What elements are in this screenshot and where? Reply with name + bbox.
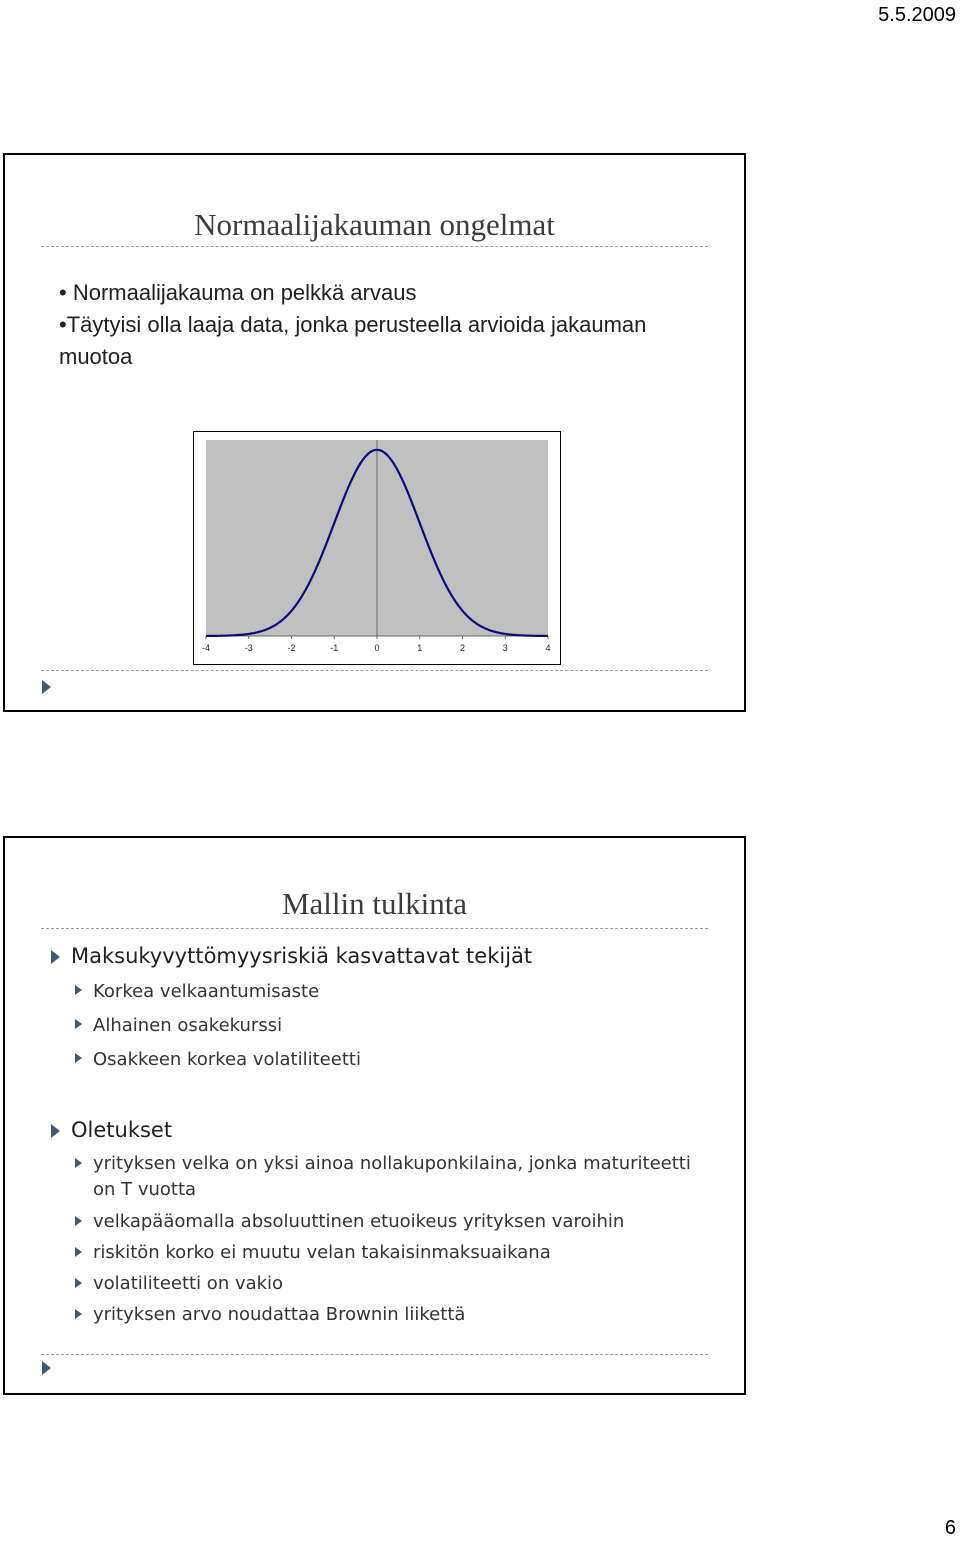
bullet-text: Täytyisi olla laaja data, jonka perusteella arvioida jakauman muotoa xyxy=(59,312,647,369)
list-item: riskitön korko ei muutu velan takaisinmaksuaikana xyxy=(93,1242,551,1263)
bullet-arrow-icon xyxy=(75,1019,82,1029)
title-divider xyxy=(41,928,708,929)
section-heading: Oletukset xyxy=(71,1118,173,1142)
x-tick-label: 4 xyxy=(545,643,551,653)
slide-normal-distribution-problems xyxy=(3,153,746,712)
list-item: Korkea velkaantumisaste xyxy=(93,981,320,1002)
list-item: Osakkeen korkea volatiliteetti xyxy=(93,1049,361,1070)
list-item: velkapääomalla absoluuttinen etuoikeus yrityksen varoihin xyxy=(93,1211,625,1232)
bullet-arrow-icon xyxy=(75,1158,82,1168)
slide-title: Normaalijakauman ongelmat xyxy=(194,207,555,242)
footer-arrow-icon xyxy=(42,680,51,694)
page-number: 6 xyxy=(944,1517,956,1539)
bullet-arrow-icon xyxy=(75,1247,82,1257)
bullet-text: Normaalijakauma on pelkkä arvaus xyxy=(72,280,417,305)
list-item: yrityksen arvo noudattaa Brownin liikettä xyxy=(93,1304,466,1325)
x-tick-label: -4 xyxy=(201,643,211,653)
x-tick-label: -2 xyxy=(287,643,296,653)
x-tick-label: -1 xyxy=(330,643,339,653)
slide-title: Mallin tulkinta xyxy=(281,886,468,921)
x-tick-label: 1 xyxy=(417,643,423,653)
section-heading: Maksukyvyttömyysriskiä kasvattavat tekijät xyxy=(71,944,533,968)
x-tick-label: 2 xyxy=(459,643,466,653)
list-item: yrityksen velka on yksi ainoa nollakuponkilaina, jonka maturiteetti on T vuotta xyxy=(93,1153,691,1200)
normal-distribution-chart xyxy=(193,431,561,665)
bullet-arrow-icon xyxy=(75,1278,82,1288)
slide-model-interpretation xyxy=(3,836,746,1395)
bullet-item: • Normaalijakauma on pelkkä arvaus xyxy=(59,280,417,305)
bullet-arrow-icon xyxy=(51,1124,60,1138)
bullet-arrow-icon xyxy=(75,1053,82,1063)
bullet-arrow-icon xyxy=(75,985,82,995)
bullet-arrow-icon xyxy=(75,1216,82,1226)
footer-divider xyxy=(41,670,708,671)
page-date: 5.5.2009 xyxy=(878,4,956,26)
bullet-arrow-icon xyxy=(51,950,60,964)
chart-svg xyxy=(194,432,560,664)
list-item: volatiliteetti on vakio xyxy=(93,1273,284,1294)
x-tick-label: -3 xyxy=(244,643,253,653)
footer-divider xyxy=(41,1354,708,1355)
list-item: Alhainen osakekurssi xyxy=(93,1015,283,1036)
x-tick-label: 0 xyxy=(374,643,380,653)
x-tick-label: 3 xyxy=(502,643,508,653)
title-divider xyxy=(41,246,708,247)
bullet-list xyxy=(59,277,719,373)
footer-arrow-icon xyxy=(42,1361,51,1375)
bullet-item: •Täytyisi olla laaja data, jonka perusteella arvioida jakauman muotoa xyxy=(59,312,647,369)
bullet-arrow-icon xyxy=(75,1309,82,1319)
